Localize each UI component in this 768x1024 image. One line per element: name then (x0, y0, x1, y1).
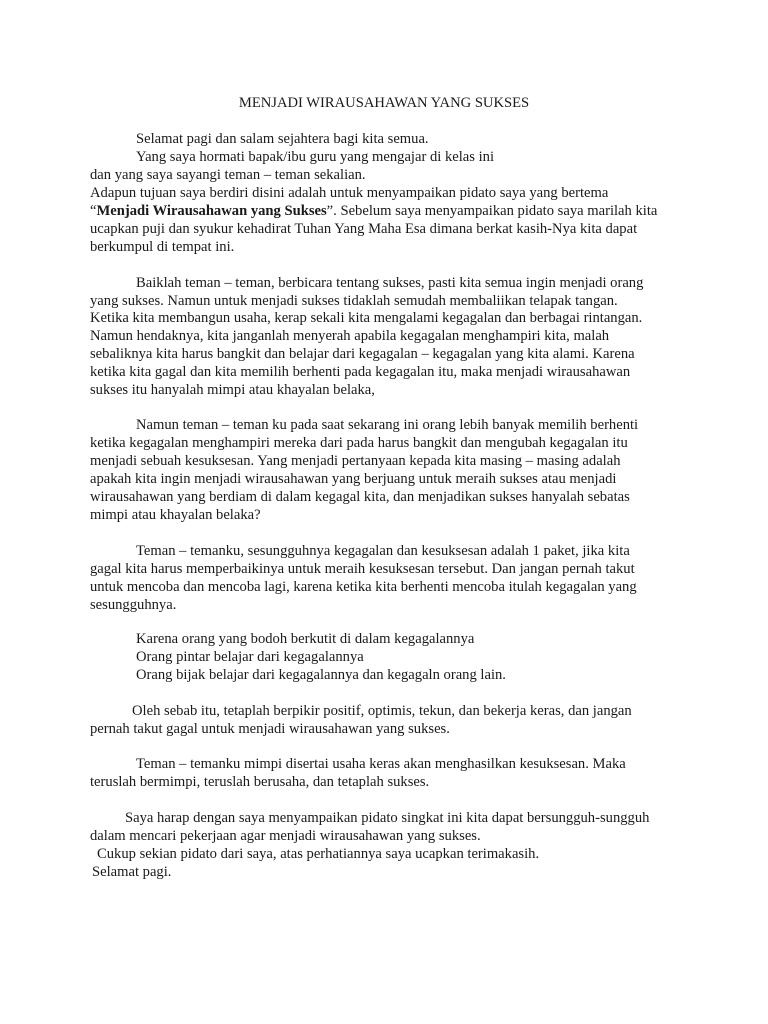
p1-line-4: Namun hendaknya, kita janganlah menyerah apabila kegagalan menghampiri kita, malah (90, 328, 610, 344)
p2-line-4: apakah kita ingin menjadi wirausahawan yang berjuang untuk meraih sukses atau menjadi (90, 471, 617, 487)
opening-line-6: ucapkan puji dan syukur kehadirat Tuhan Yang Maha Esa dimana berkat kasih-Nya kita dapat (90, 221, 638, 237)
p2-line-6: mimpi atau khayalan belaka? (90, 507, 261, 523)
opening-line-3: dan yang saya sayangi teman – teman sekalian. (90, 167, 366, 183)
opening-line-5 (90, 202, 657, 220)
p3-line-4: sesungguhnya. (90, 597, 177, 613)
speech-theme: Menjadi Wirausahawan yang Sukses (96, 203, 327, 219)
opening-line-4: Adapun tujuan saya berdiri disini adalah untuk menyampaikan pidato saya yang bertema (90, 185, 609, 201)
p3-line-3: untuk mencoba dan mencoba lagi, karena ketika kita berhenti mencoba itulah kegagalan yang (90, 579, 637, 595)
p4-line-1: Oleh sebab itu, tetaplah berpikir positif, optimis, tekun, dan bekerja keras, dan jangan (132, 703, 632, 719)
p1-line-2: yang sukses. Namun untuk menjadi sukses tidaklah semudah membaliikan telapak tangan. (90, 293, 618, 309)
p2-line-1: Namun teman – teman ku pada saat sekarang ini orang lebih banyak memilih berhenti (136, 417, 639, 433)
p3-line-1: Teman – temanku, sesungguhnya kegagalan dan kesuksesan adalah 1 paket, jika kita (136, 543, 630, 559)
closing-line-3: Cukup sekian pidato dari saya, atas perhatiannya saya ucapkan terimakasih. (97, 846, 540, 862)
p1-line-6: ketika kita gagal dan kita memilih berhenti pada kegagalan itu, maka menjadi wirausahawan (90, 364, 631, 380)
p1-line-3: Ketika kita membangun usaha, kerap sekali kita mengalami kegagalan dan berbagai rintangan. (90, 310, 643, 326)
document-title: MENJADI WIRAUSAHAWAN YANG SUKSES (238, 95, 530, 111)
quote-line-2: Orang pintar belajar dari kegagalannya (136, 649, 364, 665)
p1-line-1: Baiklah teman – teman, berbicara tentang sukses, pasti kita semua ingin menjadi orang (136, 275, 644, 291)
p5-line-1: Teman – temanku mimpi disertai usaha keras akan menghasilkan kesuksesan. Maka (136, 756, 626, 772)
p2-line-5: wirausahawan yang berdiam di dalam kegagal kita, dan menjadikan sukses hanyalah sebatas (90, 489, 630, 505)
opening-line-5-rest: ”. Sebelum saya menyampaikan pidato saya marilah kita (326, 203, 658, 219)
quote-line-3: Orang bijak belajar dari kegagalannya dan kegagaln orang lain. (136, 667, 506, 683)
closing-line-2: dalam mencari pekerjaan agar menjadi wirausahawan yang sukses. (90, 828, 481, 844)
opening-line-7: berkumpul di tempat ini. (90, 239, 235, 255)
quote-line-1: Karena orang yang bodoh berkutit di dalam kegagalannya (136, 631, 475, 647)
p5-line-2: teruslah bermimpi, teruslah berusaha, dan tetaplah sukses. (90, 774, 430, 790)
opening-line-2: Yang saya hormati bapak/ibu guru yang mengajar di kelas ini (136, 149, 495, 165)
open-quote: “ (90, 203, 97, 219)
opening-line-1: Selamat pagi dan salam sejahtera bagi kita semua. (136, 131, 429, 147)
closing-line-4: Selamat pagi. (92, 864, 172, 880)
p1-line-7: sukses itu hanyalah mimpi atau khayalan belaka, (90, 382, 375, 398)
closing-line-1: Saya harap dengan saya menyampaikan pidato singkat ini kita dapat bersungguh-sungguh (125, 810, 650, 826)
p4-line-2: pernah takut gagal untuk menjadi wirausahawan yang sukses. (90, 721, 450, 737)
p1-line-5: sebaliknya kita harus bangkit dan belajar dari kegagalan – kegagalan yang kita alami. Karena (90, 346, 635, 362)
p2-line-2: ketika kegagalan menghampiri mereka dari pada harus bangkit dan mengubah kegagalan itu (90, 435, 628, 451)
p3-line-2: gagal kita harus memperbaikinya untuk meraih kesuksesan tersebut. Dan jangan pernah takut (90, 561, 635, 577)
p2-line-3: menjadi sebuah kesuksesan. Yang menjadi pertanyaan kepada kita masing – masing adalah (90, 453, 621, 469)
